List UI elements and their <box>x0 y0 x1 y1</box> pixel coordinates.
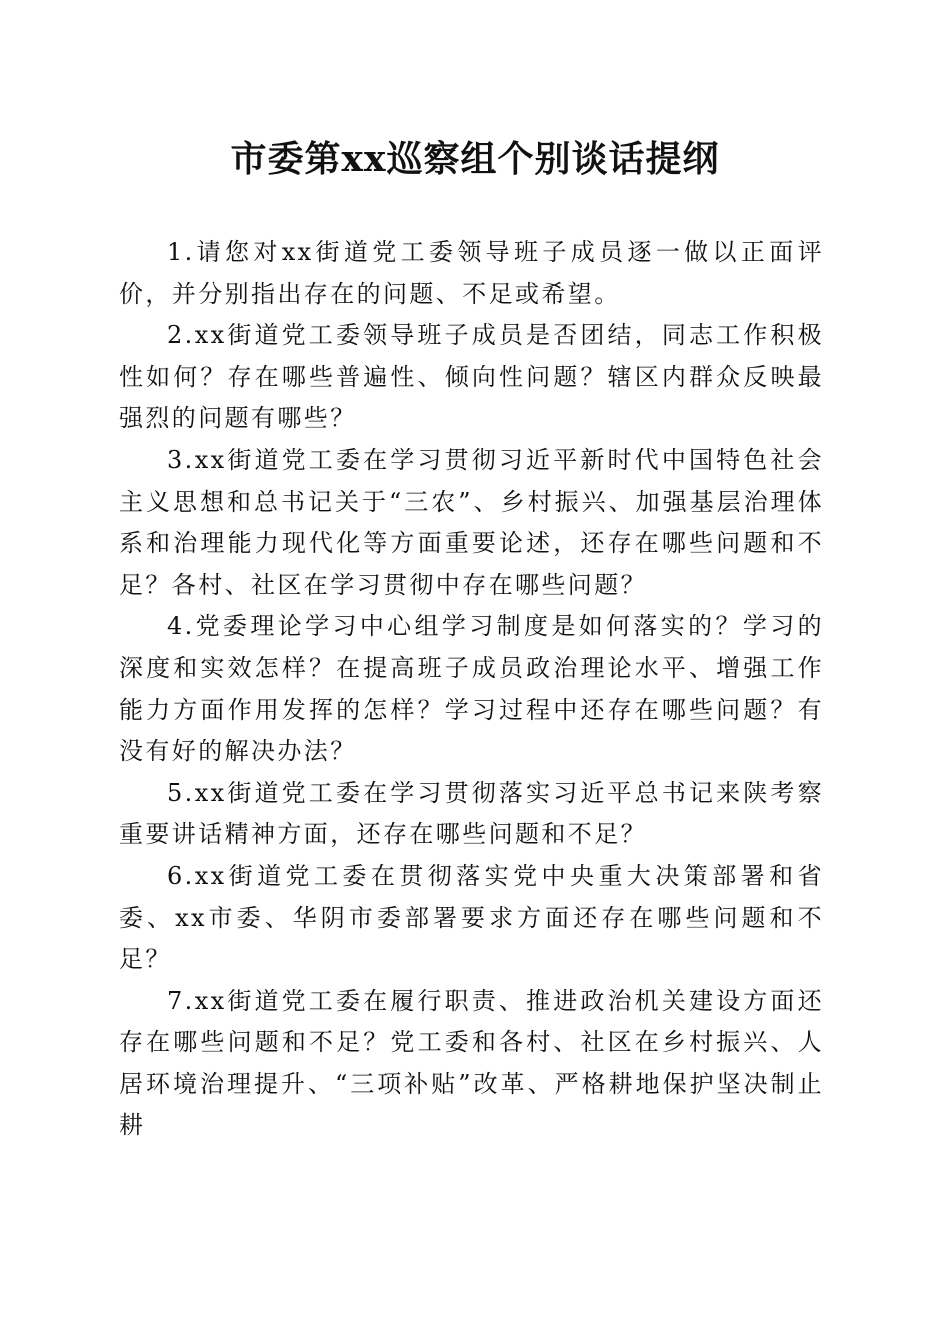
document-body <box>119 232 824 1147</box>
document-title: 市委第xx巡察组个别谈话提纲 <box>230 138 720 180</box>
paragraph-4: 4.党委理论学习中心组学习制度是如何落实的？学习的深度和实效怎样？在提高班子成员政治理论水平、增强工作能力方面作用发挥的怎样？学习过程中还存在哪些问题？有没有好的解决办法？ <box>119 612 824 766</box>
paragraph-1: 1.请您对xx街道党工委领导班子成员逐一做以正面评价，并分别指出存在的问题、不足或希望。 <box>119 238 824 308</box>
paragraph-3: 3.xx街道党工委在学习贯彻习近平新时代中国特色社会主义思想和总书记关于“三农”、乡村振兴、加强基层治理体系和治理能力现代化等方面重要论述，还存在哪些问题和不足？各村、社区在学习贯彻中存在哪些问题？ <box>119 445 824 599</box>
paragraph-5: 5.xx街道党工委在学习贯彻落实习近平总书记来陕考察重要讲话精神方面，还存在哪些问题和不足？ <box>119 778 824 849</box>
paragraph-7: 7.xx街道党工委在履行职责、推进政治机关建设方面还存在哪些问题和不足？党工委和各村、社区在乡村振兴、人居环境治理提升、“三项补贴”改革、严格耕地保护坚决制止耕 <box>119 986 824 1140</box>
paragraph-6: 6.xx街道党工委在贯彻落实党中央重大决策部署和省委、xx市委、华阴市委部署要求方面还存在哪些问题和不足？ <box>119 861 824 974</box>
paragraph-2: 2.xx街道党工委领导班子成员是否团结，同志工作积极性如何？存在哪些普遍性、倾向性问题？辖区内群众反映最强烈的问题有哪些？ <box>119 321 824 433</box>
